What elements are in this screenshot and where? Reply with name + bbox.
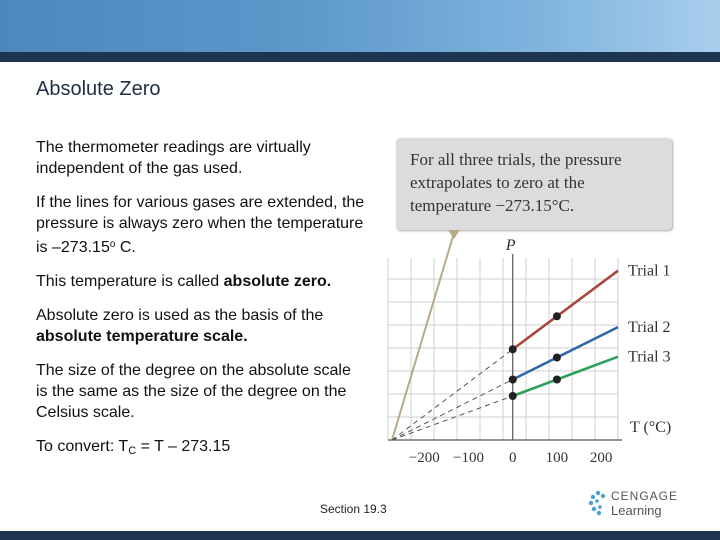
body-text [36, 137, 366, 475]
paragraph-2-text: If the lines for various gases are extended, the pressure is always zero when the temperature is –273.15 [36, 194, 365, 256]
data-point-1-2 [553, 312, 561, 320]
series-label-3: Trial 3 [628, 348, 671, 366]
section-footer: Section 19.3 [320, 502, 387, 516]
chart-labels [409, 237, 671, 466]
x-axis-label: T (°C) [630, 419, 672, 436]
paragraph-3-bold: absolute zero. [223, 273, 332, 290]
paragraph-2 [36, 192, 366, 258]
paragraph-4-text: Absolute zero is used as the basis of the [36, 307, 324, 324]
paragraph-2-tail: C. [115, 239, 136, 256]
header-band [0, 0, 720, 52]
data-point-3-2 [553, 376, 561, 384]
header-rule [0, 52, 720, 62]
x-tick-label: 0 [508, 450, 517, 466]
extrapolation-2 [392, 380, 513, 441]
x-tick-label: −200 [408, 450, 440, 466]
celsius-subscript: C [128, 445, 137, 457]
callout-pointer [392, 233, 454, 440]
series-label-1: Trial 1 [628, 262, 671, 280]
paragraph-3-text: This temperature is called [36, 273, 224, 290]
callout-box [396, 138, 672, 230]
callout-text: For all three trials, the pressure extrapolates to zero at the temperature −273.15°C. [410, 150, 622, 215]
chart-marks [388, 230, 622, 440]
series-line-3 [513, 357, 618, 396]
paragraph-6 [36, 436, 366, 462]
paragraph-4 [36, 305, 366, 347]
degree-superscript: o [109, 239, 116, 250]
paragraph-1: The thermometer readings are virtually independent of the gas used. [36, 139, 311, 177]
series-label-2: Trial 2 [628, 319, 671, 337]
cengage-logo [585, 484, 695, 522]
data-point-1-1 [509, 345, 517, 353]
paragraph-4-bold: absolute temperature scale. [36, 328, 248, 345]
paragraph-3 [36, 271, 366, 292]
x-tick-label: −100 [453, 450, 485, 466]
data-point-2-1 [509, 376, 517, 384]
paragraph-6-tail: = T – 273.15 [136, 438, 231, 455]
x-tick-label: 200 [589, 450, 613, 466]
slide-title: Absolute Zero [36, 78, 161, 100]
chart-grid [388, 258, 618, 440]
series-line-1 [513, 271, 618, 350]
data-point-3-1 [509, 392, 517, 400]
y-axis-label: P [505, 237, 516, 254]
callout-pointer-arrow [448, 230, 460, 239]
extrapolation-3 [392, 396, 513, 440]
data-point-2-2 [553, 354, 561, 362]
extrapolation-1 [392, 349, 513, 440]
logo-line2: Learning [611, 503, 662, 518]
footer-band [0, 531, 720, 540]
logo-line1: CENGAGE [611, 489, 679, 503]
paragraph-6-text: To convert: T [36, 438, 129, 455]
pressure-temperature-chart [380, 230, 700, 475]
logo-dots-icon [589, 491, 605, 515]
x-tick-label: 100 [545, 450, 569, 466]
paragraph-5: The size of the degree on the absolute scale is the same as the size of the degree on the Celsius scale. [36, 362, 351, 421]
series-line-2 [513, 327, 618, 379]
